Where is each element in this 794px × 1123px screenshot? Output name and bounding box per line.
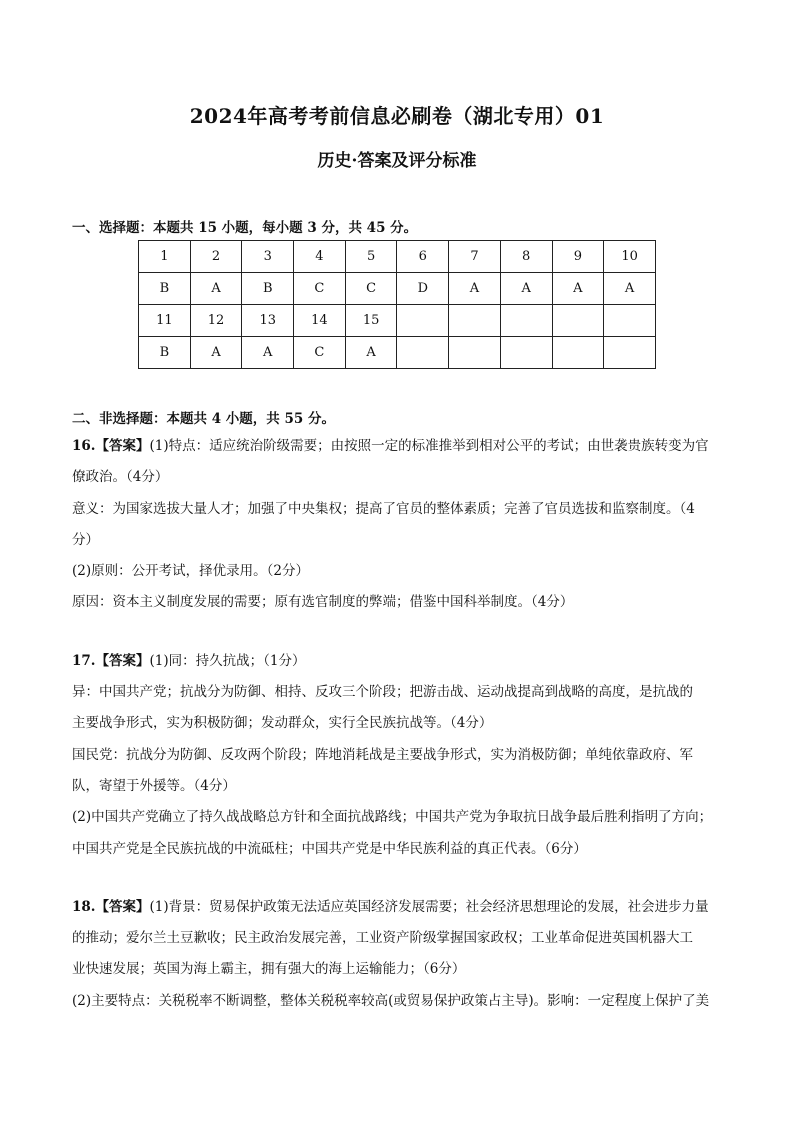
table-cell: 4 [294,241,346,273]
q18-line: 业快速发展；英国为海上霸主，拥有强大的海上运输能力；（6分） [72,961,466,978]
q17-line: 主要战争形式，实为积极防御；发动群众，实行全民族抗战等。（4分） [72,715,493,732]
table-cell: B [139,273,191,305]
section1-heading: 一、选择题：本题共 15 小题，每小题 3 分，共 45 分。 [72,220,418,236]
table-cell: 13 [242,305,294,337]
q18-label: 18.【答案】 [72,898,150,915]
table-cell: 8 [500,241,552,273]
table-row [139,337,656,369]
table-cell [449,305,501,337]
table-row [139,241,656,273]
q16-line: 16.【答案】(1)特点：适应统治阶级需要；由按照一定的标准推举到相对公平的考试；由世袭贵族转变为官 [72,438,709,454]
table-cell: 5 [345,241,397,273]
table-cell: D [397,273,449,305]
table-cell: A [552,273,604,305]
table-cell: C [345,273,397,305]
table-cell: 11 [139,305,191,337]
table-cell: A [604,273,656,305]
q17-line: (2)中国共产党确立了持久战战略总方针和全面抗战路线；中国共产党为争取抗日战争最后胜利指明了方向； [72,809,713,826]
table-cell: C [294,273,346,305]
q18-line: 的推动；爱尔兰土豆歉收；民主政治发展完善，工业资产阶级掌握国家政权；工业革命促进英国机器大工 [72,930,693,947]
table-cell: B [242,273,294,305]
table-cell: 6 [397,241,449,273]
section2-heading: 二、非选择题：本题共 4 小题，共 55 分。 [72,411,335,427]
q18-line: 18.【答案】(1)背景：贸易保护政策无法适应英国经济发展需要；社会经济思想理论的发展，社会进步力量 [72,898,709,915]
table-cell [397,305,449,337]
answers-body [72,431,732,1017]
table-cell [500,305,552,337]
table-cell: A [345,337,397,369]
table-cell: 10 [604,241,656,273]
table-cell: C [294,337,346,369]
table-cell [552,305,604,337]
table-cell: A [500,273,552,305]
table-cell [449,337,501,369]
table-cell: A [190,273,242,305]
table-cell: 12 [190,305,242,337]
q17-line: 中国共产党是全民族抗战的中流砥柱；中国共产党是中华民族利益的真正代表。（6分） [72,840,587,857]
table-cell: 14 [294,305,346,337]
table-cell: A [190,337,242,369]
q17-line: 国民党：抗战分为防御、反攻两个阶段；阵地消耗战是主要战争形式，实为消极防御；单纯依靠政府、军 [72,746,693,763]
table-cell: 9 [552,241,604,273]
table-cell: A [449,273,501,305]
q18-line: (2)主要特点：关税税率不断调整，整体关税税率较高(或贸易保护政策占主导)。影响：一定程度上保护了美 [72,992,710,1009]
table-cell: 3 [242,241,294,273]
table-cell [604,337,656,369]
q16-line: 意义：为国家选拔大量人才；加强了中央集权；提高了官员的整体素质；完善了官员选拔和监察制度。（4 [72,500,695,517]
table-cell: 7 [449,241,501,273]
table-cell: 15 [345,305,397,337]
table-cell [604,305,656,337]
table-cell: 1 [139,241,191,273]
q16-line: 僚政治。（4分） [72,469,169,486]
table-cell: A [242,337,294,369]
q17-line: 异：中国共产党；抗战分为防御、相持、反攻三个阶段；把游击战、运动战提高到战略的高度，是抗战的 [72,684,693,701]
answer-table [138,240,656,369]
q16-line: 分） [72,531,99,548]
q16-line: 原因：资本主义制度发展的需要；原有选官制度的弊端；借鉴中国科举制度。（4分） [72,594,574,611]
q17-line: 队，寄望于外援等。（4分） [72,777,236,794]
q17-line: 17.【答案】(1)同：持久抗战；（1分） [72,652,306,669]
document-subtitle: 历史·答案及评分标准 [317,151,477,171]
table-cell: B [139,337,191,369]
table-row [139,273,656,305]
table-cell [397,337,449,369]
q16-label: 16.【答案】 [72,438,150,454]
q16-line: (2)原则：公开考试，择优录用。（2分） [72,563,309,580]
table-cell [500,337,552,369]
table-row [139,305,656,337]
table-cell [552,337,604,369]
q17-label: 17.【答案】 [72,652,150,669]
table-cell: 2 [190,241,242,273]
document-title: 2024年高考考前信息必刷卷（湖北专用）01 [189,104,605,128]
